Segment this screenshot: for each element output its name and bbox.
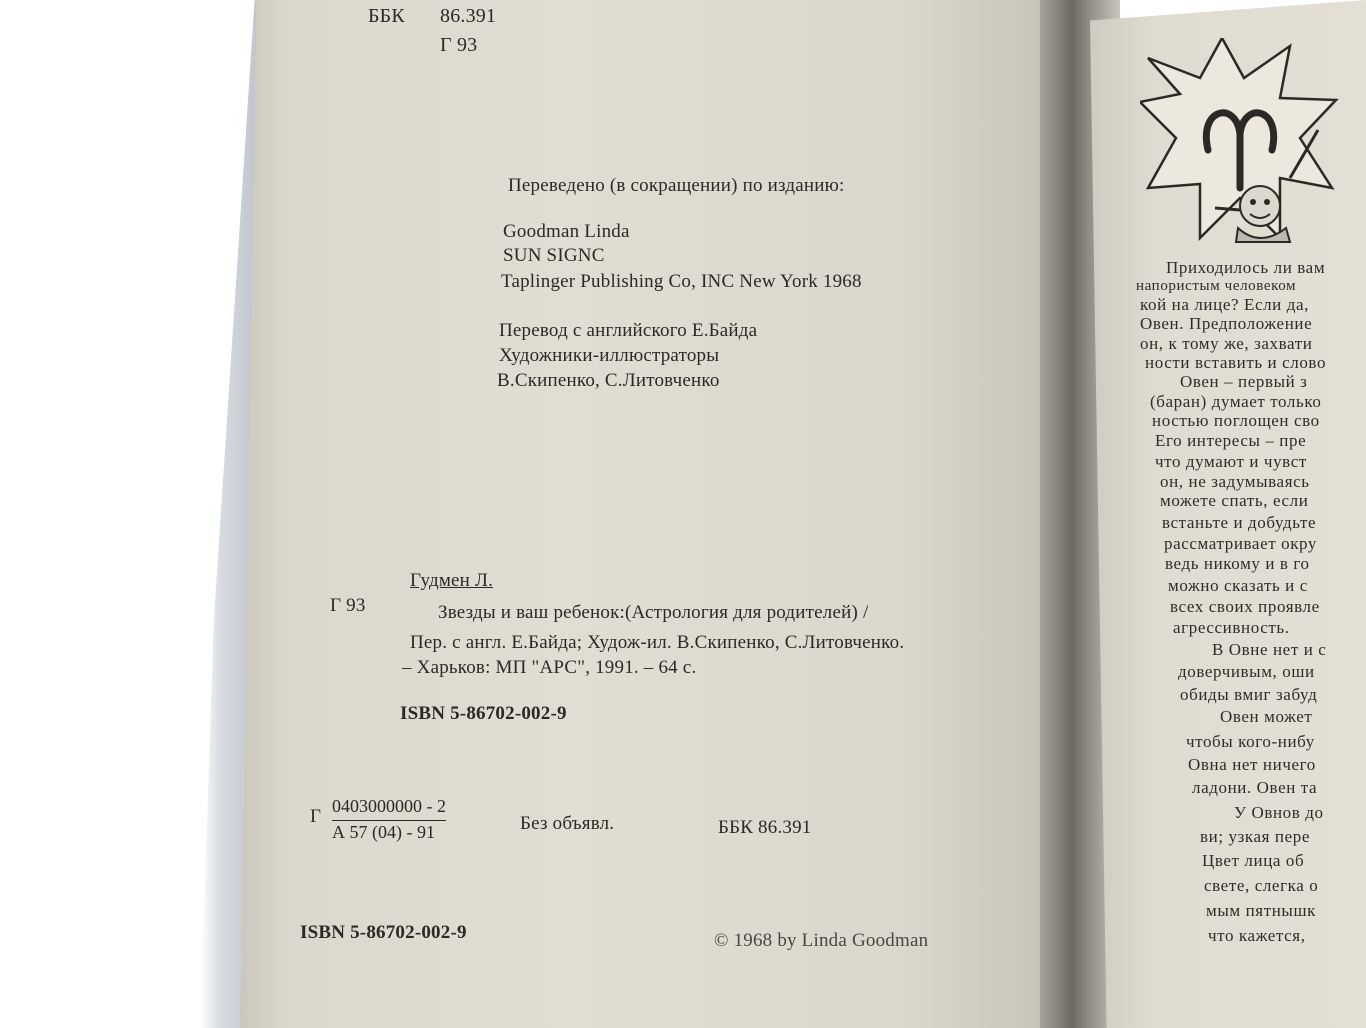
illustrators-names: В.Скипенко, С.Литовченко <box>497 370 720 391</box>
right-line: кой на лице? Если да, <box>1140 295 1309 314</box>
right-line: что думают и чувст <box>1155 452 1307 471</box>
right-line: встаньте и добудьте <box>1162 513 1317 532</box>
right-line: обиды вмиг забуд <box>1180 685 1318 704</box>
right-line: Овен. Предположение <box>1140 314 1313 333</box>
right-line: Его интересы – пре <box>1155 431 1307 450</box>
right-line: Приходилось ли вам <box>1166 258 1326 277</box>
right-line: (баран) думает только <box>1150 392 1322 411</box>
no-announcement: Без объявл. <box>520 813 615 834</box>
translation-note: Переведено (в сокращении) по изданию: <box>508 175 845 196</box>
isbn-bottom: ISBN 5-86702-002-9 <box>300 922 467 943</box>
right-line: Овна нет ничего <box>1188 755 1316 774</box>
right-line: свете, слегка о <box>1204 876 1319 895</box>
translator-line: Перевод с английского Е.Байда <box>499 320 758 341</box>
copyright-line: © 1968 by Linda Goodman <box>714 930 929 951</box>
right-line: ности вставить и слово <box>1145 353 1327 372</box>
right-line: напористым человеком <box>1136 278 1297 294</box>
right-line: У Овнов до <box>1234 803 1324 822</box>
isbn-mid: ISBN 5-86702-002-9 <box>400 703 567 724</box>
bbk-bottom: ББК 86.391 <box>718 817 812 838</box>
right-line: агрессивность. <box>1173 618 1290 637</box>
bbk-top-label: ББК <box>368 5 405 27</box>
catalog-line-1: Звезды и ваш ребенок:(Астрология для родителей) / <box>438 602 869 623</box>
bbk-top-code: 86.391 <box>440 5 497 27</box>
index-letter: Г <box>310 806 321 827</box>
right-line: В Овне нет и с <box>1212 640 1327 659</box>
original-title: SUN SIGNC <box>503 245 605 266</box>
catalog-line-2: Пер. с англ. Е.Байда; Худож-ил. В.Скипенко, С.Литовченко. <box>410 632 905 653</box>
right-line: ностью поглощен сво <box>1152 411 1320 430</box>
right-line: он, не задумываясь <box>1160 472 1310 491</box>
author-mark-top: Г 93 <box>440 34 478 56</box>
right-line: можете спать, если <box>1160 491 1309 510</box>
right-line: Овен – первый з <box>1180 372 1308 391</box>
right-line: доверчивым, оши <box>1178 662 1315 681</box>
catalog-side-mark: Г 93 <box>330 595 366 616</box>
right-line: мым пятнышк <box>1206 901 1317 920</box>
catalog-author: Гудмен Л. <box>410 570 494 591</box>
right-line: Овен может <box>1220 707 1313 726</box>
illustrators-heading: Художники-иллюстраторы <box>499 345 720 366</box>
right-line: Цвет лица об <box>1202 851 1305 870</box>
right-line: чтобы кого-нибу <box>1186 732 1315 751</box>
right-line: ви; узкая пере <box>1200 827 1311 846</box>
right-line: что кажется, <box>1208 926 1306 945</box>
index-numerator: 0403000000 - 2 <box>332 796 446 821</box>
right-line: ведь никому и в го <box>1165 554 1310 573</box>
right-line: рассматривает окру <box>1164 534 1318 553</box>
left-page <box>240 0 1070 1028</box>
catalog-line-3: – Харьков: МП "АРС", 1991. – 64 с. <box>402 657 697 678</box>
right-line: ладони. Овен та <box>1192 778 1318 797</box>
original-author: Goodman Linda <box>503 221 630 242</box>
aries-zodiac-icon <box>1140 38 1340 248</box>
right-line: можно сказать и с <box>1168 576 1308 595</box>
index-denominator: А 57 (04) - 91 <box>332 822 435 842</box>
right-line: всех своих проявле <box>1170 597 1320 616</box>
right-line: он, к тому же, захвати <box>1140 334 1313 353</box>
original-publisher: Taplinger Publishing Co, INC New York 1968 <box>501 271 862 292</box>
